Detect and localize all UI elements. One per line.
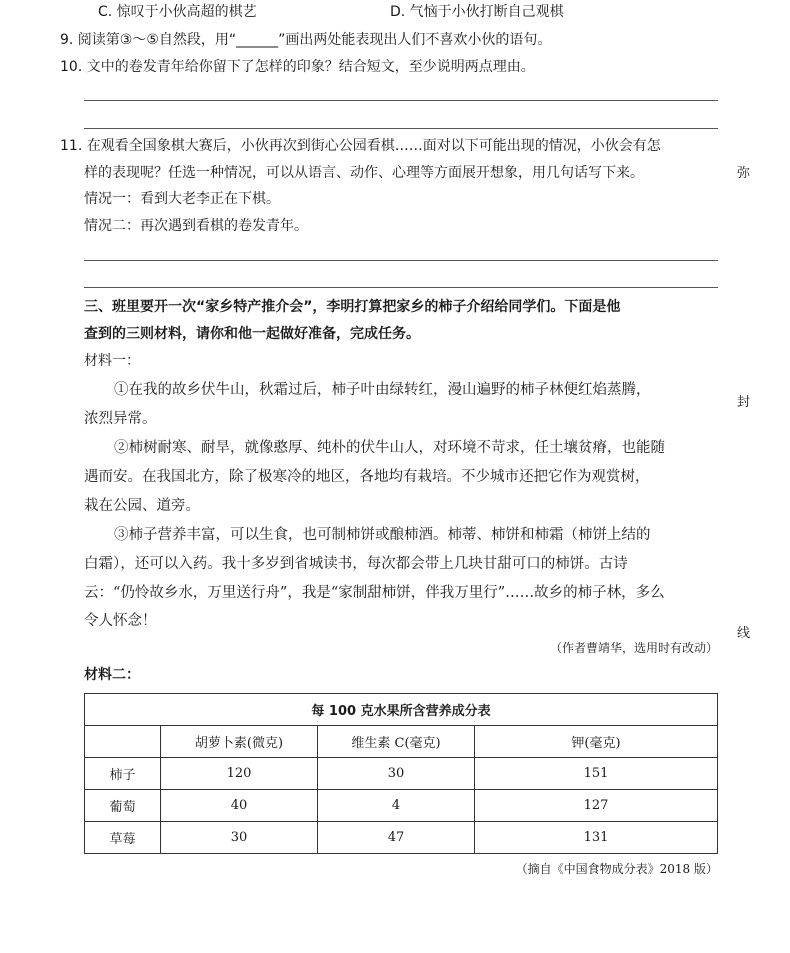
header-cell	[85, 726, 161, 758]
table-row	[85, 758, 718, 790]
material-1-line: ③柿子营养丰富，可以生食，也可制柿饼或酿柿酒。柿蒂、柿饼和柿霜（柿饼上结的	[114, 527, 651, 543]
cell: 30	[318, 758, 475, 790]
table-header-row	[85, 726, 718, 758]
margin-mark: 封	[737, 395, 751, 410]
material-1-line: 白霜），还可以入药。我十多岁到省城读书，每次都会带上几块甘甜可口的柿饼。古诗	[84, 556, 628, 572]
case-1: 情况一：看到大老李正在下棋。	[84, 191, 280, 207]
question-10: 10. 文中的卷发青年给你留下了怎样的印象？结合短文，至少说明两点理由。	[60, 59, 535, 75]
table-title: 每 100 克水果所含营养成分表	[85, 694, 718, 726]
cell: 4	[318, 790, 475, 822]
material-1-line: ②柿树耐寒、耐旱，就像憨厚、纯朴的伏牛山人，对环境不苛求，任土壤贫瘠，也能随	[114, 440, 665, 456]
margin-mark: 线	[737, 626, 751, 641]
answer-line[interactable]	[84, 260, 718, 261]
answer-line[interactable]	[84, 287, 718, 288]
question-11-line: 11. 在观看全国象棋大赛后，小伙再次到街心公园看棋……面对以下可能出现的情况，小伙会有怎	[60, 138, 661, 154]
cell: 131	[475, 822, 718, 854]
material-1-source: （作者曹靖华，选用时有改动）	[549, 641, 718, 655]
header-cell: 维生素 C(毫克)	[318, 726, 475, 758]
option-d: D. 气恼于小伙打断自己观棋	[390, 4, 564, 20]
question-9: 9. 阅读第③～⑤自然段，用“______”画出两处能表现出人们不喜欢小伙的语句。	[60, 32, 552, 48]
section-3-heading: 三、班里要开一次“家乡特产推介会”，李明打算把家乡的柿子介绍给同学们。下面是他	[84, 299, 621, 315]
material-1-line: 令人怀念！	[84, 613, 157, 629]
material-1-line: 云：“仍怜故乡水，万里送行舟”，我是“家制甜柿饼，伴我万里行”……故乡的柿子林，多么	[84, 585, 665, 601]
question-11-line: 样的表现呢？任选一种情况，可以从语言、动作、心理等方面展开想象，用几句话写下来。	[84, 165, 644, 181]
nutrition-table	[84, 693, 718, 854]
answer-line[interactable]	[84, 100, 718, 101]
cell: 120	[161, 758, 318, 790]
cell: 127	[475, 790, 718, 822]
cell: 151	[475, 758, 718, 790]
table-row	[85, 790, 718, 822]
material-1-line: 浓烈异常。	[84, 411, 157, 427]
header-cell: 胡萝卜素(微克)	[161, 726, 318, 758]
cell: 40	[161, 790, 318, 822]
header-cell: 钾(毫克)	[475, 726, 718, 758]
option-c: C. 惊叹于小伙高超的棋艺	[98, 4, 257, 20]
material-1-line: 遇而安。在我国北方，除了极寒冷的地区，各地均有栽培。不少城市还把它作为观赏树，	[84, 469, 650, 485]
material-1-line: ①在我的故乡伏牛山，秋霜过后，柿子叶由绿转红，漫山遍野的柿子林便红焰蒸腾，	[114, 382, 651, 398]
material-1-label: 材料一：	[84, 353, 140, 369]
answer-line[interactable]	[84, 128, 718, 129]
cell: 47	[318, 822, 475, 854]
cell: 葡萄	[85, 790, 161, 822]
material-1-line: 栽在公园、道旁。	[84, 498, 200, 514]
material-2-label: 材料二：	[84, 667, 140, 683]
table-row	[85, 822, 718, 854]
cell: 30	[161, 822, 318, 854]
cell: 草莓	[85, 822, 161, 854]
margin-mark: 弥	[737, 166, 751, 181]
material-2-source: （摘自《中国食物成分表》2018 版）	[515, 862, 718, 876]
cell: 柿子	[85, 758, 161, 790]
case-2: 情况二：再次遇到看棋的卷发青年。	[84, 218, 308, 234]
section-3-heading: 查到的三则材料，请你和他一起做好准备，完成任务。	[84, 326, 420, 342]
